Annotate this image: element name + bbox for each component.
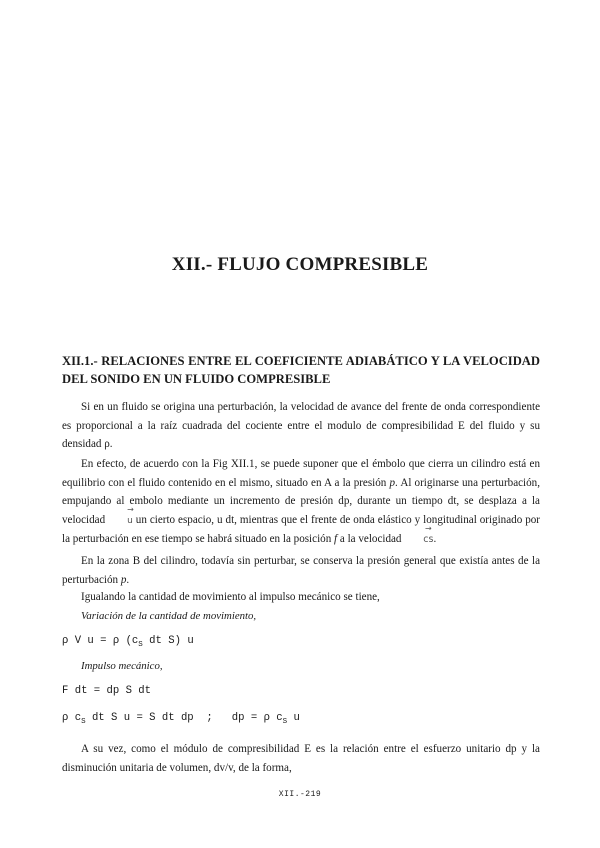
- section-title-line-1: XII.1.- RELACIONES ENTRE EL COEFICIENTE ADIABÁTICO Y LA VELOCIDAD: [62, 354, 540, 368]
- paragraph-piston-text-e: .: [433, 533, 437, 546]
- impulse-formula: F dt = dp S dt: [62, 685, 152, 697]
- vector-arrow-icon: →: [425, 524, 432, 534]
- paragraph-compressibility: A su vez, como el módulo de compresibilidad E es la relación entre el esfuerzo unitario dp y la disminución unitaria de volumen, dv/v, de la forma,: [62, 743, 540, 774]
- vector-arrow-icon: →: [127, 504, 134, 514]
- chapter-title: XII.- FLUJO COMPRESIBLE: [171, 254, 429, 275]
- paragraph-zone-b: [62, 552, 540, 589]
- momentum-label: Variación de la cantidad de movimiento,: [81, 610, 257, 622]
- page-number: XII.-219: [278, 790, 322, 799]
- momentum-formula-sub: S: [138, 641, 143, 650]
- pressure-symbol: p: [389, 476, 396, 489]
- paragraph-zone-b-text-a: En la zona B del cilindro, todavía sin perturbar, se conserva la presión general que existía antes de la perturbación: [62, 555, 540, 586]
- pressure-formula-b: dt S u = S dt dp ; dp = ρ c: [85, 712, 283, 724]
- momentum-formula-a: ρ V u = ρ (c: [62, 635, 139, 647]
- impulse-label: Impulso mecánico,: [81, 660, 163, 672]
- pressure-symbol: p: [120, 573, 127, 586]
- paragraph-piston: [62, 455, 540, 550]
- paragraph-equating: Igualando la cantidad de movimiento al impulso mecánico se tiene,: [81, 591, 380, 603]
- sound-velocity-symbol: cs: [423, 534, 434, 546]
- momentum-formula: [62, 635, 194, 649]
- pressure-formula-c: u: [287, 712, 300, 724]
- paragraph-intro: Si en un fluido se origina una perturbación, la velocidad de avance del frente de onda correspondiente es proporcional a la raíz cuadrada del cociente entre el modulo de compresibilidad E del fluido y su densidad ρ.: [62, 401, 540, 451]
- section-title-line-2: DEL SONIDO EN UN FLUIDO COMPRESIBLE: [62, 372, 331, 386]
- paragraph-zone-b-text-b: .: [126, 573, 130, 586]
- sound-velocity-vector: [404, 524, 434, 550]
- section-title: [62, 352, 540, 388]
- paragraph-piston-text-d: a la velocidad: [337, 533, 405, 546]
- pressure-formula: [62, 712, 300, 726]
- velocity-u-vector: [108, 504, 134, 531]
- position-f-symbol: f: [334, 533, 338, 546]
- paragraph-piston-text-c: un cierto espacio, u dt, mientras que el frente de onda elástico y longitudinal originado por la perturbación en ese tiempo se habrá situado en la posición: [62, 513, 540, 546]
- velocity-u-symbol: u: [127, 515, 133, 526]
- pressure-formula-a: ρ c: [62, 712, 82, 724]
- paragraph-piston-text-a: En efecto, de acuerdo con la Fig XII.1, se puede suponer que el émbolo que cierra un cilindro está en equilibrio con el fluido contenido en el mismo, situado en A a la presión: [62, 458, 540, 489]
- momentum-formula-b: dt S) u: [142, 635, 194, 647]
- pressure-formula-sub: S: [81, 718, 86, 727]
- pressure-formula-sub-2: S: [282, 718, 288, 727]
- paragraph-piston-text-b: . Al originarse una perturbación, empujando al embolo mediante un incremento de presión dp, durante un tiempo dt, se desplaza a la velocidad: [62, 476, 540, 526]
